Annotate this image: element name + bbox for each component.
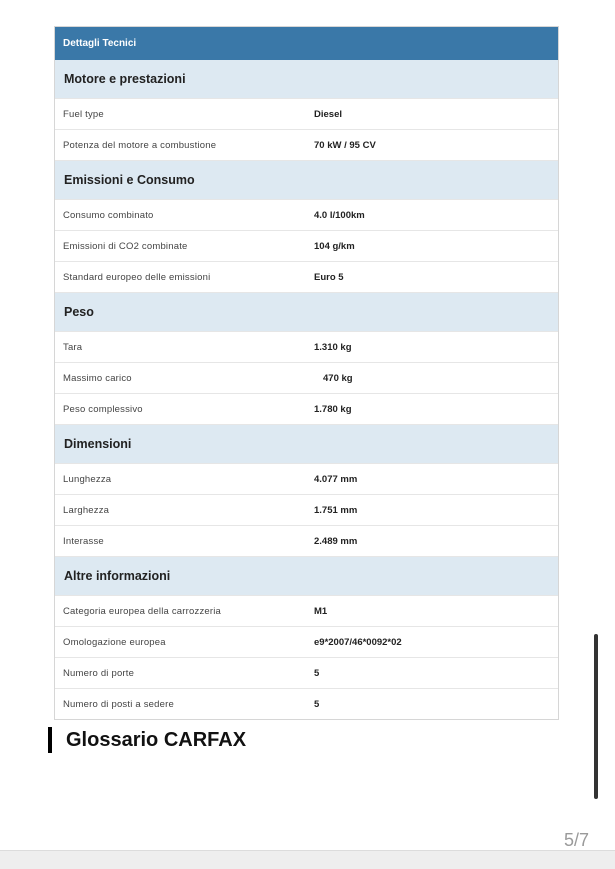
row-value: 1.780 kg — [314, 403, 352, 415]
table-row — [55, 689, 558, 719]
section-header-motore: Motore e prestazioni — [55, 60, 558, 99]
row-label: Consumo combinato — [63, 209, 154, 221]
table-row — [55, 464, 558, 495]
table-row — [55, 495, 558, 526]
row-label: Tara — [63, 341, 83, 353]
row-value: 104 g/km — [314, 240, 355, 252]
row-label: Numero di porte — [63, 667, 135, 679]
table-row — [55, 99, 558, 130]
bottom-toolbar-strip — [0, 850, 615, 869]
row-label: Omologazione europea — [63, 636, 166, 648]
row-value: Euro 5 — [314, 271, 344, 283]
glossary-heading — [48, 726, 246, 754]
table-row — [55, 627, 558, 658]
row-label: Massimo carico — [63, 372, 132, 384]
row-value: 470 kg — [323, 372, 353, 384]
row-value: 1.310 kg — [314, 341, 352, 353]
glossary-title: Glossario CARFAX — [66, 728, 247, 751]
row-value: 1.751 mm — [314, 504, 358, 516]
row-value: 5 — [314, 698, 320, 710]
table-title: Dettagli Tecnici — [55, 27, 558, 60]
page-indicator: 5/7 — [563, 830, 589, 850]
technical-details-table — [54, 26, 559, 720]
row-label: Standard europeo delle emissioni — [63, 271, 211, 283]
row-label: Potenza del motore a combustione — [63, 139, 217, 151]
table-row — [55, 363, 558, 394]
table-row — [55, 130, 558, 161]
row-label: Peso complessivo — [63, 403, 143, 415]
table-row — [55, 200, 558, 231]
row-value: e9*2007/46*0092*02 — [314, 636, 402, 648]
heading-accent-bar — [48, 727, 52, 753]
row-label: Lunghezza — [63, 473, 112, 485]
row-label: Categoria europea della carrozzeria — [63, 605, 222, 617]
row-value: 5 — [314, 667, 320, 679]
row-label: Numero di posti a sedere — [63, 698, 174, 710]
row-value: Diesel — [314, 108, 342, 120]
table-row — [55, 596, 558, 627]
row-label: Emissioni di CO2 combinate — [63, 240, 188, 252]
row-value: 2.489 mm — [314, 535, 358, 547]
table-row — [55, 658, 558, 689]
table-row — [55, 526, 558, 557]
row-label: Larghezza — [63, 504, 110, 516]
section-header-emissioni: Emissioni e Consumo — [55, 161, 558, 200]
row-value: 70 kW / 95 CV — [314, 139, 376, 151]
row-label: Fuel type — [63, 108, 104, 120]
section-header-dimensioni: Dimensioni — [55, 425, 558, 464]
row-label: Interasse — [63, 535, 104, 547]
table-row — [55, 332, 558, 363]
row-value: M1 — [314, 605, 328, 617]
table-row — [55, 394, 558, 425]
section-header-altre: Altre informazioni — [55, 557, 558, 596]
section-header-peso: Peso — [55, 293, 558, 332]
table-row — [55, 262, 558, 293]
vertical-scrollbar[interactable] — [594, 634, 598, 799]
row-value: 4.0 l/100km — [314, 209, 365, 221]
table-row — [55, 231, 558, 262]
row-value: 4.077 mm — [314, 473, 358, 485]
